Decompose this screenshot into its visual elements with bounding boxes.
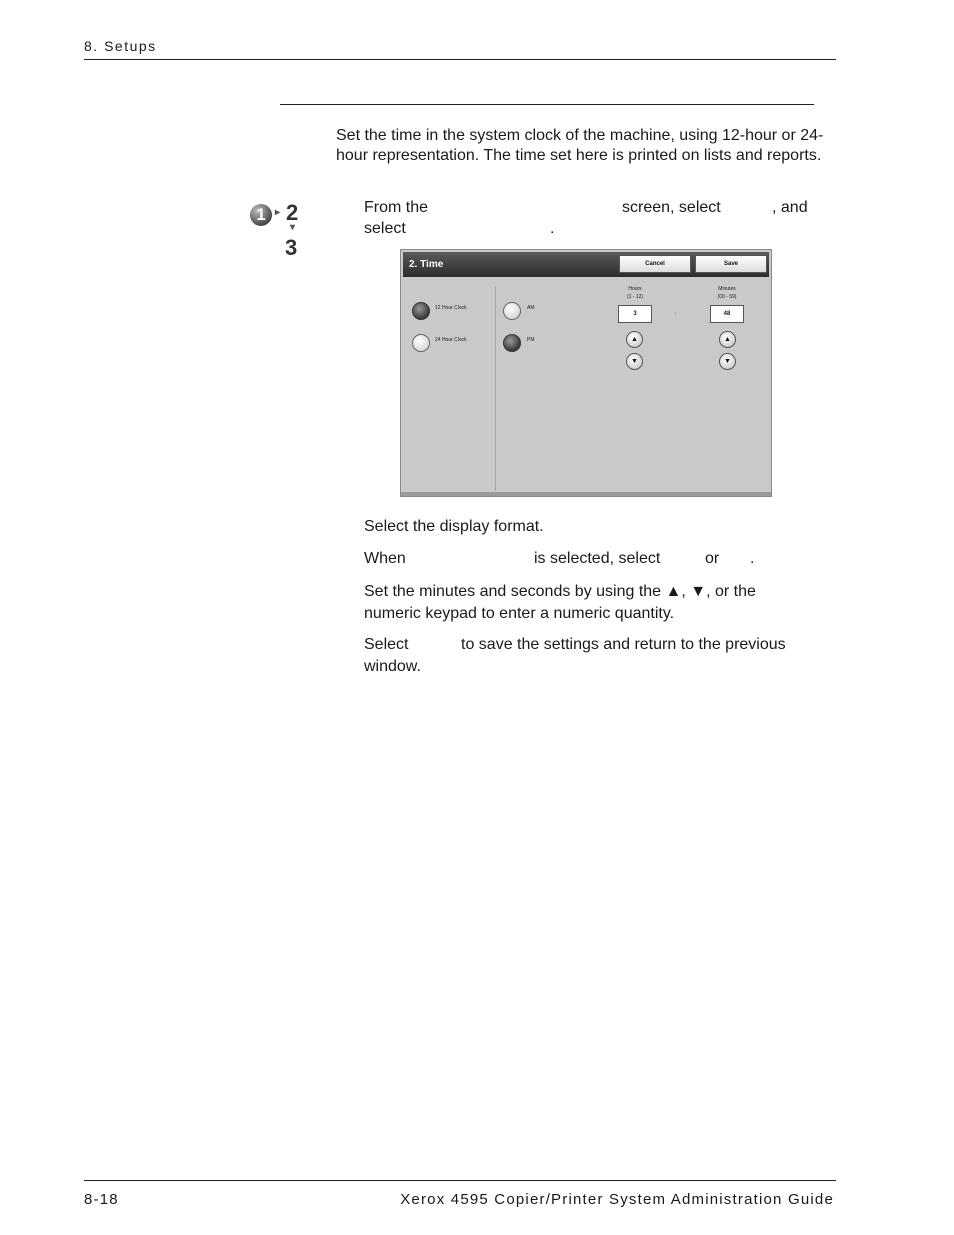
step3-text-b: is selected, select: [534, 550, 661, 567]
header-rule: [84, 59, 836, 60]
step1-text-a: From the: [364, 199, 429, 216]
intro-paragraph: Set the time in the system clock of the machine, using 12-hour or 24-hour representation. The time set here is printed on lists and reports.: [336, 127, 824, 164]
radio-12-hour-clock[interactable]: [412, 302, 430, 320]
radio-am[interactable]: [503, 302, 521, 320]
minutes-up-arrow-icon[interactable]: ▲: [719, 331, 736, 348]
step4-line1: Set the minutes and seconds by using the ▲, ▼, or the: [364, 583, 756, 600]
arrow-down-icon: ▾: [290, 222, 296, 233]
step3-text-d: .: [750, 550, 755, 567]
radio-pm-label: PM: [527, 337, 535, 343]
step3-line: [364, 549, 824, 569]
arrow-right-icon: ▸: [275, 207, 281, 218]
radio-am-label: AM: [527, 305, 535, 311]
hours-label: Hours: [628, 286, 642, 292]
screen-title: 2. Time: [409, 259, 444, 270]
step1-text-b: screen, select: [622, 199, 721, 216]
radio-24-hour-label: 24 Hour Clock: [435, 337, 467, 343]
minutes-down-arrow-icon[interactable]: ▼: [719, 353, 736, 370]
step5-text-a: Select: [364, 636, 409, 653]
step4-line2: numeric keypad to enter a numeric quantity.: [364, 605, 675, 622]
radio-24-hour-clock[interactable]: [412, 334, 430, 352]
step5-text-b: to save the settings and return to the previous: [461, 636, 786, 653]
step1-line2: [364, 219, 824, 239]
minutes-label: Minutes: [718, 286, 736, 292]
hours-field[interactable]: 3: [618, 305, 652, 323]
step-two-number: 2: [286, 200, 299, 225]
step1-text-c: , and: [772, 199, 808, 216]
hours-up-arrow-icon[interactable]: ▲: [626, 331, 643, 348]
cancel-button[interactable]: Cancel: [619, 255, 691, 273]
minutes-field[interactable]: 48: [710, 305, 744, 323]
step5-line1: [364, 635, 824, 655]
step-one-badge: 1: [250, 204, 272, 226]
step1-line1: [364, 198, 824, 218]
section-rule: [280, 104, 814, 105]
step1-text-e: .: [550, 220, 555, 237]
radio-pm[interactable]: [503, 334, 521, 352]
screen-bottom-bar: [401, 492, 771, 496]
minutes-range: (00 - 59): [717, 294, 737, 300]
steps-icon: [248, 198, 310, 264]
radio-12-hour-label: 12 Hour Clock: [435, 305, 467, 311]
page-number: 8-18: [84, 1191, 119, 1208]
chapter-header: 8. Setups: [84, 38, 157, 54]
guide-title: Xerox 4595 Copier/Printer System Administration Guide: [400, 1191, 834, 1208]
step3-text-c: or: [705, 550, 720, 567]
step-three-number: 3: [285, 235, 298, 260]
time-settings-screen: [400, 249, 772, 497]
step5-line2: window.: [364, 658, 421, 675]
time-separator: :: [675, 311, 677, 317]
step1-text-d: select: [364, 220, 406, 237]
step3-text-a: When: [364, 550, 406, 567]
column-divider: [495, 286, 496, 491]
step2-text: Select the display format.: [364, 518, 544, 535]
save-button[interactable]: Save: [695, 255, 767, 273]
hours-range: (1 - 12): [626, 294, 644, 300]
hours-down-arrow-icon[interactable]: ▼: [626, 353, 643, 370]
footer-rule: [84, 1180, 836, 1181]
